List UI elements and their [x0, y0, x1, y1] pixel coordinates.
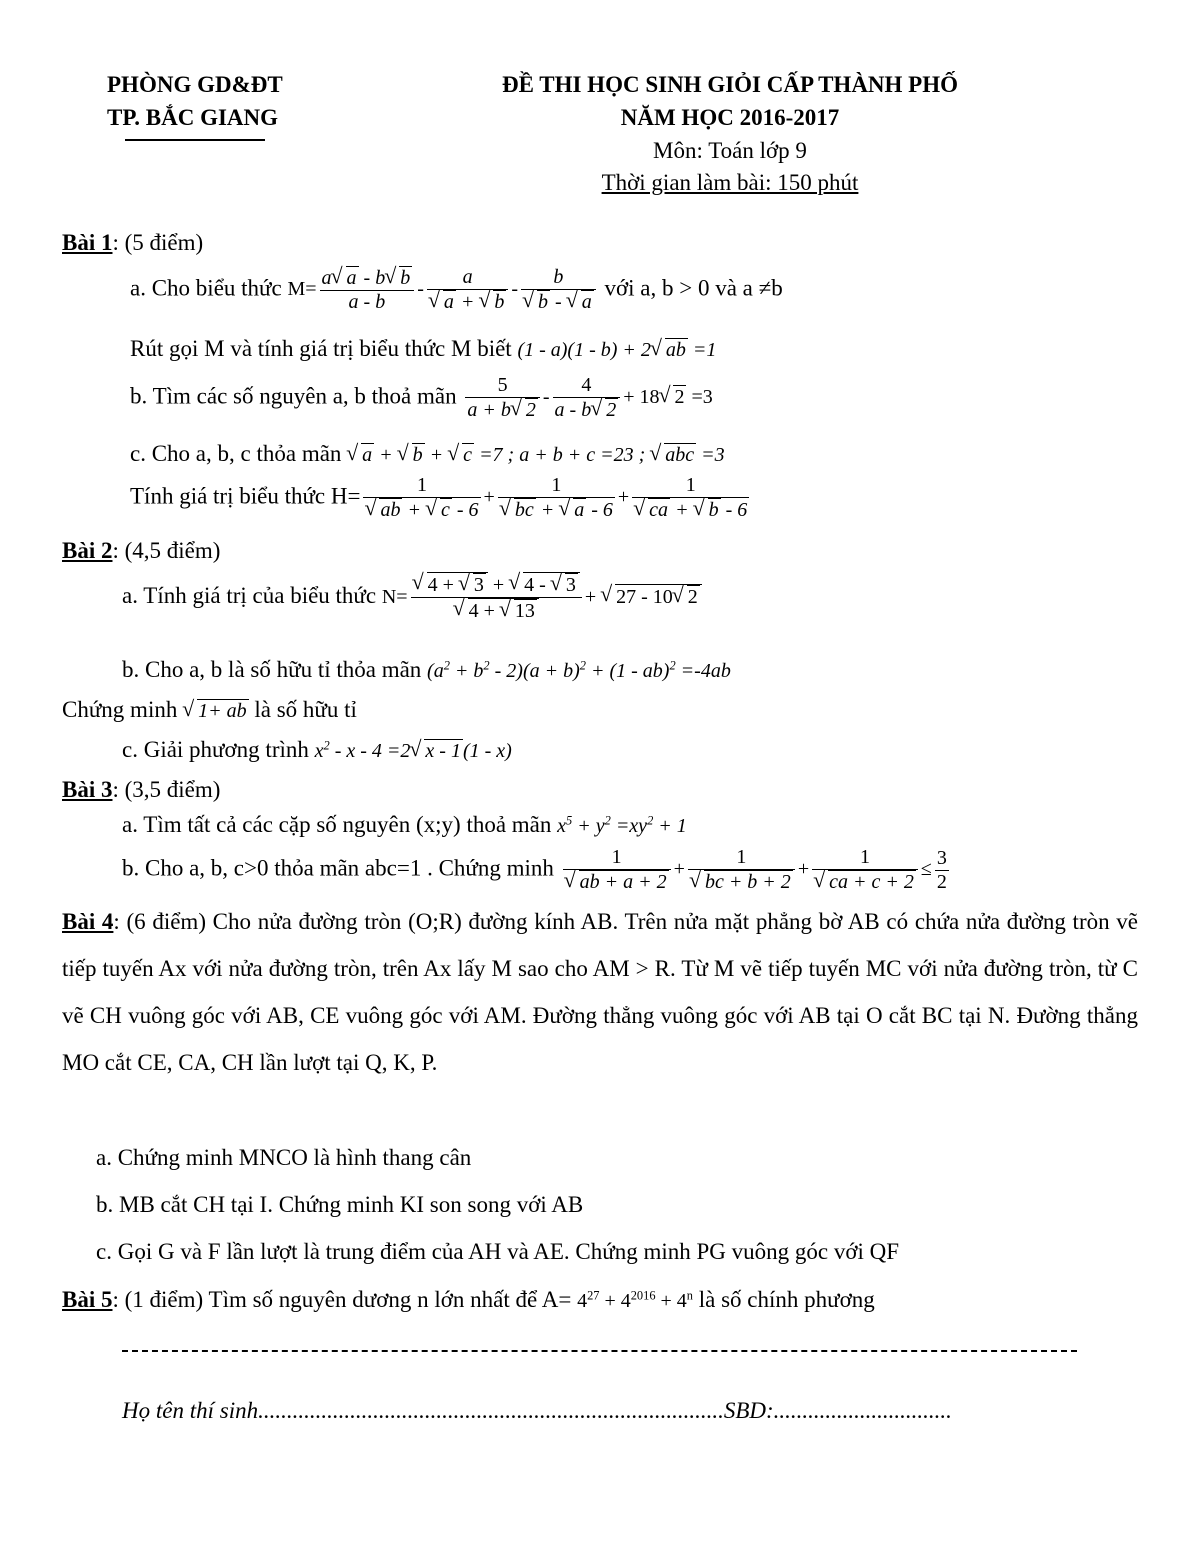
bai5-suffix: là số chính phương — [698, 1287, 875, 1312]
bai2-a-text: a. Tính giá trị của biểu thức — [122, 582, 377, 608]
bai1-a — [130, 266, 783, 314]
org-line2: TP. BẮC GIANG — [107, 105, 279, 130]
bai3-heading — [62, 777, 220, 803]
exam-title: ĐỀ THI HỌC SINH GIỎI CẤP THÀNH PHỐ — [501, 72, 959, 97]
bai5-prefix: : (1 điểm) Tìm số nguyên dương n lớn nhất để A= — [112, 1287, 572, 1312]
bai4-paragraph — [62, 898, 1138, 1086]
bai3-points: : (3,5 điểm) — [112, 777, 221, 802]
bai2-points: : (4,5 điểm) — [112, 538, 221, 563]
bai4-item-b: b. MB cắt CH tại I. Chứng minh KI son song với AB — [96, 1192, 584, 1217]
bai1-label: Bài 1 — [62, 230, 113, 255]
bai1-c — [130, 441, 725, 467]
formula-c: √ a + √ b + √ c =7 ; a + b + c =23 ; √ abc =3 — [347, 444, 724, 466]
bai4-label: Bài 4 — [62, 909, 114, 934]
bai2-a — [122, 572, 702, 623]
bai4-item-c: c. Gọi G và F lần lượt là trung điểm của AH và AE. Chứng minh PG vuông góc với QF — [96, 1239, 900, 1264]
bai2-heading — [62, 538, 220, 564]
bai1-c2 — [130, 474, 752, 522]
dashed-separator — [122, 1350, 1077, 1352]
bai1-c2-text: Tính giá trị biểu thức H= — [130, 483, 361, 509]
bai5-label: Bài 5 — [62, 1287, 113, 1312]
bai3-a — [122, 812, 687, 838]
formula-bai2-b: $(a^2 + b^2 - 2)(a + b)^2 + (1 - ab)^2 =-4ab$ — [427, 658, 731, 682]
time-limit: Thời gian làm bài: 150 phút — [601, 170, 859, 195]
bai2-b2 — [62, 697, 357, 723]
header-divider — [125, 139, 265, 141]
formula-M: M= $\frac{a√ a - b√ b}{a - b}$ - a √ a + √ b - b √ b - √ a — [287, 275, 604, 300]
formula-A: $4^{27} + 4^{2016} + 4^n$ — [577, 1288, 693, 1312]
formula-N: N= √ 4 + √ 3 + √ 4 - √ 3 √ 4 + √ 13 + √ 27 - 10√ 2 — [382, 583, 702, 608]
bai2-b-text: b. Cho a, b là số hữu tỉ thỏa mãn — [122, 657, 422, 682]
school-year: NĂM HỌC 2016-2017 — [620, 105, 840, 130]
formula-condition: (1 - a)(1 - b) + 2√ ab =1 — [517, 339, 716, 361]
org-line1: PHÒNG GD&ĐT — [107, 72, 283, 97]
bai3-b-text: b. Cho a, b, c>0 thỏa mãn abc=1 . Chứng minh — [122, 855, 554, 881]
bai5 — [62, 1287, 875, 1313]
bai2-b2-suffix: là số hữu tỉ — [254, 697, 357, 722]
formula-bai2-c: $x^2 - x - 4 =2√$ x - 1 (1 - x) — [315, 740, 512, 762]
bai1-b-text: b. Tìm các số nguyên a, b thoả mãn — [130, 383, 457, 409]
bai4-text: : (6 điểm) Cho nửa đường tròn (O;R) đường kính AB. Trên nửa mặt phẳng bờ AB có chứa nửa đường tròn vẽ tiếp tuyến Ax với nửa đường tròn, trên Ax lấy M sao cho AM > R. Từ M vẽ tiếp tuyến MC với nửa đường tròn, từ C vẽ CH vuông góc với AB, CE vuông góc với AM. Đường thẳng vuông góc với AB tại O cắt BC tại N. Đường thẳng MO cắt CE, CA, CH lần lượt tại Q, K, P. — [62, 909, 1139, 1075]
formula-b: $\frac{5}{a + b√ 2}$ - $\frac{4}{a - b√ 2}$ + 18√ 2 =3 — [462, 383, 712, 408]
bai2-label: Bài 2 — [62, 538, 113, 563]
bai4-item-a: a. Chứng minh MNCO là hình thang cân — [96, 1145, 472, 1170]
formula-bai3-a: $x^5 + y^2 =xy^2 + 1$ — [557, 813, 687, 837]
bai1-a-text: a. Cho biểu thức — [130, 275, 282, 301]
bai2-b2-prefix: Chứng minh — [62, 697, 178, 722]
formula-H: 1 √ ab + √ c - 6 + 1 √ bc + √ a - 6 + 1 √ ca + √ b - 6 — [360, 483, 752, 508]
formula-sqrt-1ab: √ 1+ ab — [183, 700, 249, 722]
bai3-label: Bài 3 — [62, 777, 113, 802]
bai2-c — [122, 737, 512, 763]
bai1-b — [130, 374, 713, 422]
bai2-c-text: c. Giải phương trình — [122, 737, 309, 762]
bai1-heading — [62, 230, 203, 256]
bai1-points: : (5 điểm) — [112, 230, 204, 255]
bai3-b — [122, 846, 952, 894]
bai1-a2-text: Rút gọi M và tính giá trị biểu thức M biết — [130, 336, 512, 361]
bai2-b — [122, 657, 731, 683]
subject: Môn: Toán lớp 9 — [653, 138, 807, 163]
candidate-info-line: Họ tên thí sinh.................................................................................SBD:............................... — [122, 1398, 952, 1423]
formula-bai3-b: 1 √ ab + a + 2 + 1 √ bc + b + 2 + 1 √ ca + c + 2 ≤ $\frac{3}{2}$ — [560, 855, 952, 880]
bai3-a-text: a. Tìm tất cả các cặp số nguyên (x;y) thoả mãn — [122, 812, 552, 837]
bai1-a-condition: với a, b > 0 và a ≠b — [604, 275, 783, 301]
bai1-a2 — [130, 336, 716, 362]
bai1-c-text: c. Cho a, b, c thỏa mãn — [130, 441, 342, 466]
